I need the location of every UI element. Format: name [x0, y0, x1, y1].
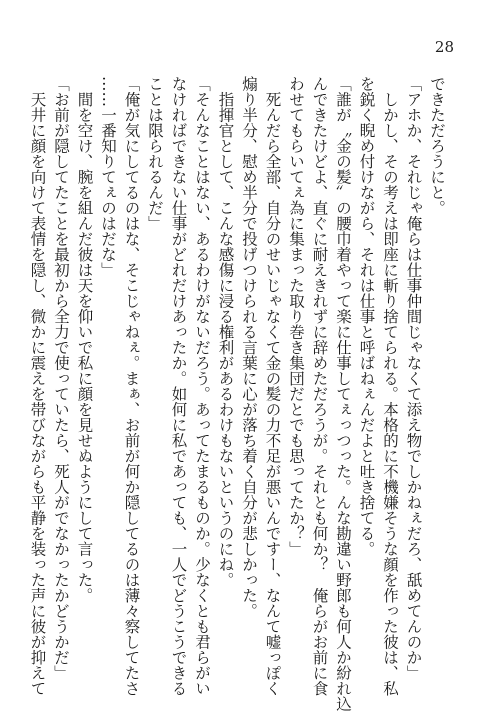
text-line: 「俺が気にしてるのはな、そこじゃねぇ。まぁ、お前が何か隠してるのは薄々察してたさ — [122, 76, 141, 696]
body-text — [28, 76, 448, 712]
text-line: 煽り半分、慰め半分で投げつけられる言葉に心が落ち着く自分が悲しかった。 — [240, 76, 258, 619]
page-number: 28 — [434, 38, 454, 56]
text-line: できただろうにと。 — [428, 76, 446, 216]
text-line: 間を空け、腕を組んだ彼は天を仰いで私に顔を見せぬようにして言った。 — [75, 76, 94, 603]
text-line: わせてもらいてぇ為に集まった取り巻き集団だとでも思ってたか？」 — [287, 76, 305, 557]
text-line: 「そんなことはない、あるわけがないだろう。あってたまるものか。少なくとも君らがい — [193, 76, 211, 696]
text-line: 天井に顔を向けて表情を隠し、微かに震えを帯びながらも平静を装った声に彼が抑えて — [28, 76, 47, 696]
text-line: んできたけどよ、直ぐに耐えきれずに辞めただろうが。それとも何か？ 俺らがお前に食 — [310, 76, 329, 696]
text-line: 死んだら全部、自分のせいじゃなくて金の髪の力不足が悪いんですー、なんて嘘っぽく — [263, 76, 282, 696]
text-line: なければできない仕事がどれだけあったか。如何に私であっても、一人でどうこうできる — [169, 76, 188, 696]
text-line: しかし、その考えは即座に斬り捨てられる。本格的に不機嫌そうな顔を作った彼は、私 — [381, 76, 399, 696]
text-line: 「アホか、それじゃ俺らは仕事仲間じゃなくて添え物でしかねぇだろ、舐めてんのか」 — [404, 76, 423, 681]
text-line: 「お前が隠してたことを最初から全力で使っていたら、死人がでなかったかどうかだ」 — [52, 76, 70, 681]
text-line: ことは限られるんだ」 — [146, 76, 164, 231]
text-line: を鋭く睨め付けながら、それは仕事と呼ばねぇんだよと吐き捨てる。 — [357, 76, 376, 557]
text-line: ……一番知りてぇのはだな」 — [99, 76, 117, 278]
text-line: 「誰が〝金の髪〟の腰巾着やって楽に仕事してぇっつった。んな勘違い野郎も何人か紛れ込 — [334, 76, 352, 712]
text-line: 指揮官として、こんな感傷に浸る権利があるわけもないというのにね。 — [216, 76, 235, 588]
